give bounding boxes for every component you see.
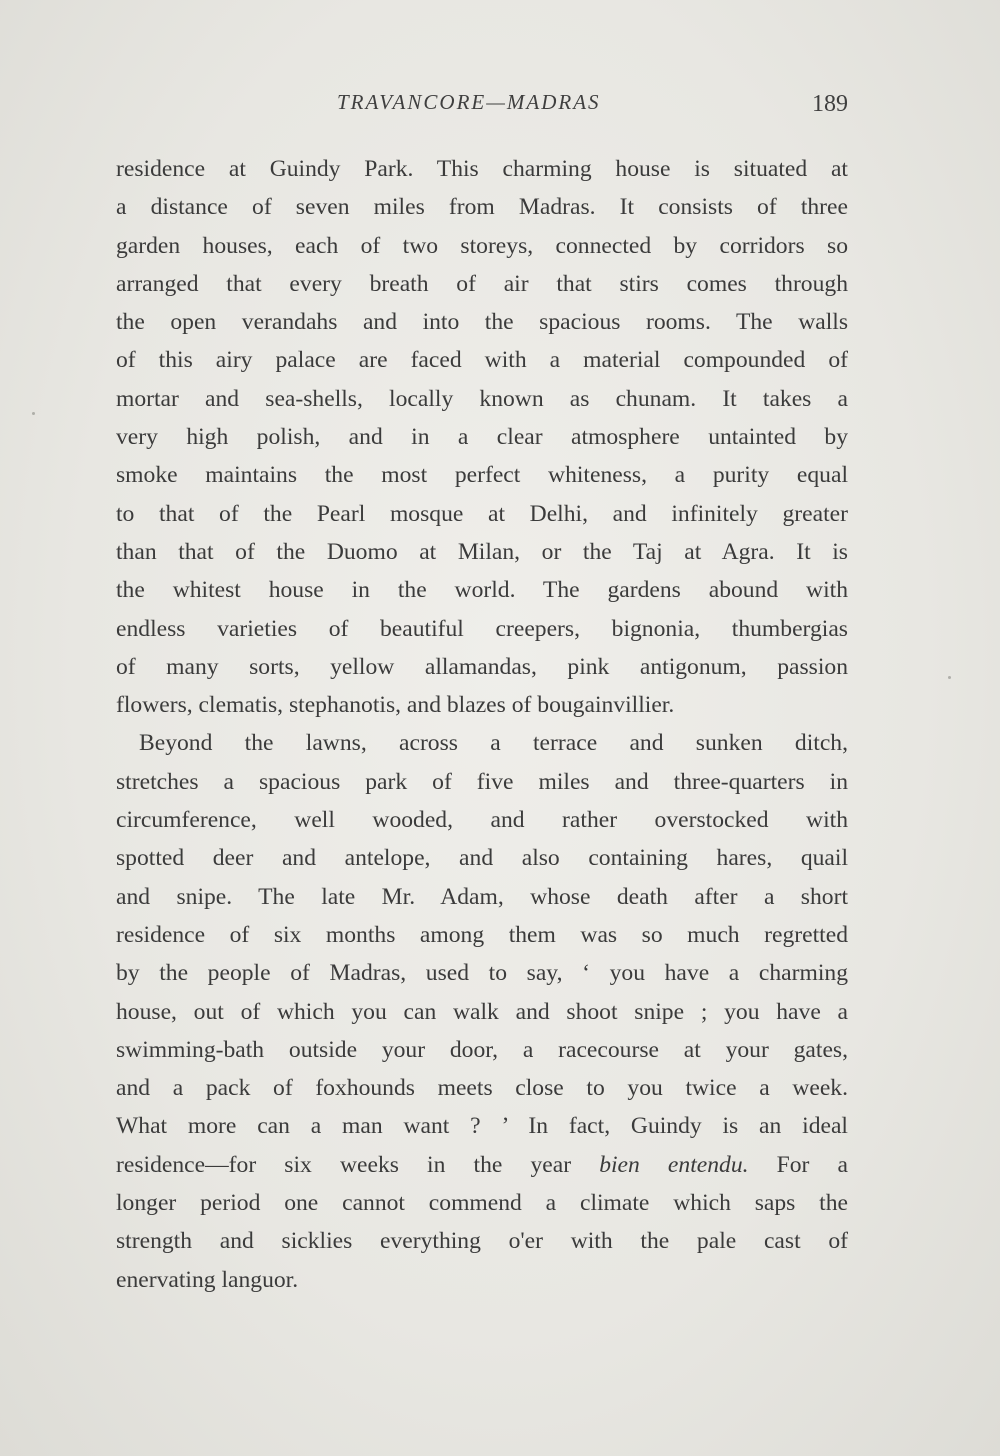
text-line: What more can a man want ? ’ In fact, Guindy is an ideal	[116, 1113, 848, 1140]
text-line: of this airy palace are faced with a material compounded of	[116, 347, 848, 374]
text-line: the open verandahs and into the spacious rooms. The walls	[116, 309, 848, 336]
text-line: and snipe. The late Mr. Adam, whose death after a short	[116, 883, 848, 910]
running-title: TRAVANCORE—MADRAS	[337, 90, 601, 114]
body-text	[116, 150, 848, 1299]
text-line: very high polish, and in a clear atmosphere untainted by	[116, 424, 848, 451]
text-line: Beyond the lawns, across a terrace and sunken ditch,	[139, 730, 848, 757]
text-line: longer period one cannot commend a climate which saps the	[116, 1190, 848, 1217]
text-line: mortar and sea-shells, locally known as chunam. It takes a	[116, 385, 848, 412]
text-line-with-italic	[116, 1146, 848, 1184]
paper-speck	[32, 412, 35, 415]
text-line: smoke maintains the most perfect whiteness, a purity equal	[116, 462, 848, 489]
text-line: residence at Guindy Park. This charming house is situated at	[116, 156, 848, 182]
text-line: garden houses, each of two storeys, connected by corridors so	[116, 232, 848, 259]
text-line: house, out of which you can walk and shoot snipe ; you have a	[116, 998, 848, 1025]
text-line: by the people of Madras, used to say, ‘ you have a charming	[116, 960, 848, 987]
text-segment: For a	[748, 1151, 849, 1178]
text-line: spotted deer and antelope, and also containing hares, quail	[116, 845, 848, 872]
paper-speck	[948, 676, 951, 679]
text-line: flowers, clematis, stephanotis, and blazes of bougainvillier.	[116, 692, 675, 719]
paragraph-1	[116, 150, 848, 724]
text-line: of many sorts, yellow allamandas, pink antigonum, passion	[116, 653, 848, 680]
paragraph-2	[116, 724, 848, 1298]
running-head	[0, 90, 1000, 120]
text-line: strength and sicklies everything o'er with the pale cast of	[116, 1228, 848, 1255]
text-line: endless varieties of beautiful creepers, bignonia, thumbergias	[116, 615, 848, 642]
text-line: than that of the Duomo at Milan, or the Taj at Agra. It is	[116, 538, 848, 565]
text-line: enervating languor.	[116, 1266, 299, 1293]
text-line: circumference, well wooded, and rather overstocked with	[116, 807, 848, 834]
text-line: to that of the Pearl mosque at Delhi, and infinitely greater	[116, 500, 848, 527]
text-line: and a pack of foxhounds meets close to you twice a week.	[116, 1075, 848, 1102]
text-line: residence of six months among them was so much regretted	[116, 921, 848, 948]
text-line: stretches a spacious park of five miles and three-quarters in	[116, 768, 848, 795]
text-line: the whitest house in the world. The gardens abound with	[116, 577, 848, 604]
text-line: swimming-bath outside your door, a racecourse at your gates,	[116, 1036, 848, 1063]
page-number: 189	[812, 91, 848, 117]
text-segment: residence—for six weeks in the year	[116, 1151, 600, 1178]
italic-phrase: bien entendu.	[599, 1151, 749, 1178]
text-line: arranged that every breath of air that stirs comes through	[116, 270, 848, 297]
text-line: a distance of seven miles from Madras. It consists of three	[116, 194, 848, 221]
